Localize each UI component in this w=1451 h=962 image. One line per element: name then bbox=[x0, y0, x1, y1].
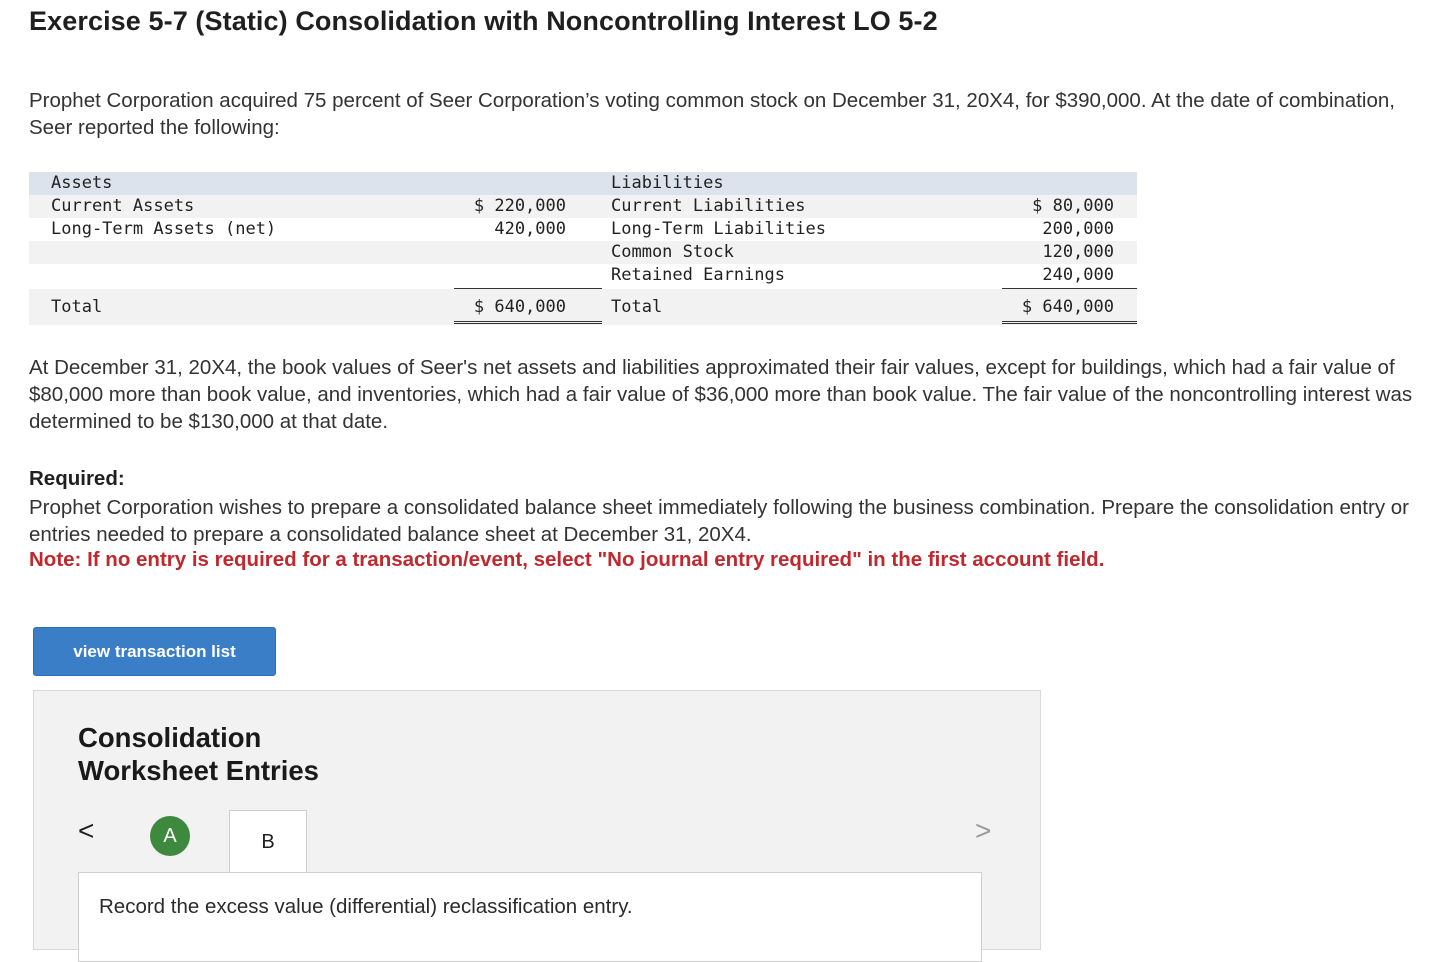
page-title: Exercise 5-7 (Static) Consolidation with Noncontrolling Interest LO 5-2 bbox=[29, 6, 938, 36]
tab-a[interactable]: A bbox=[150, 816, 190, 856]
panel-title: Consolidation Worksheet Entries bbox=[78, 722, 319, 786]
assets-total-value: $ 640,000 bbox=[473, 297, 566, 317]
liabilities-total-value: $ 640,000 bbox=[1021, 297, 1114, 317]
liabilities-total-double-rule bbox=[1002, 321, 1137, 324]
liability-label: Retained Earnings bbox=[611, 265, 785, 285]
asset-label: Long-Term Assets (net) bbox=[51, 219, 277, 239]
entry-instruction: Record the excess value (differential) reclassification entry. bbox=[99, 895, 633, 918]
liability-value: 240,000 bbox=[1042, 265, 1114, 285]
table-row bbox=[29, 264, 1137, 287]
liability-label: Long-Term Liabilities bbox=[611, 219, 826, 239]
table-row bbox=[29, 195, 1137, 218]
table-row bbox=[29, 241, 1137, 264]
entry-instruction-box bbox=[78, 872, 982, 962]
liability-value: $ 80,000 bbox=[1032, 196, 1114, 216]
liability-value: 120,000 bbox=[1042, 242, 1114, 262]
asset-value: 420,000 bbox=[494, 219, 566, 239]
assets-header: Assets bbox=[51, 173, 113, 193]
required-heading: Required: bbox=[29, 467, 125, 490]
tab-b[interactable]: B bbox=[229, 810, 307, 874]
required-paragraph: Prophet Corporation wishes to prepare a consolidated balance sheet immediately following the business combination. Prepare the consolidation entry or entries needed to prepare a consolidated balance sheet at December 31, 20X4. bbox=[29, 496, 1409, 546]
liabilities-header: Liabilities bbox=[611, 173, 724, 193]
table-row bbox=[29, 218, 1137, 241]
liability-label: Current Liabilities bbox=[611, 196, 806, 216]
table-header-row bbox=[29, 172, 1137, 195]
chevron-left-icon[interactable]: < bbox=[78, 815, 95, 846]
liability-value: 200,000 bbox=[1042, 219, 1114, 239]
asset-label: Current Assets bbox=[51, 196, 195, 216]
worksheet-entries-panel bbox=[33, 690, 1041, 950]
fair-value-paragraph: At December 31, 20X4, the book values of Seer's net assets and liabilities approximated their fair values, except for buildings, which had a fair value of $80,000 more than book value, and inventories, which had a fair value of $36,000 more than book value. The fair value of the noncontrolling interest was determined to be $130,000 at that date. bbox=[29, 356, 1413, 433]
chevron-right-icon[interactable]: > bbox=[975, 815, 992, 846]
assets-total-double-rule bbox=[454, 321, 602, 324]
liability-label: Common Stock bbox=[611, 242, 734, 262]
assets-total-label: Total bbox=[51, 297, 103, 317]
asset-value: $ 220,000 bbox=[473, 196, 566, 216]
view-transaction-list-button[interactable]: view transaction list bbox=[33, 627, 276, 676]
intro-paragraph: Prophet Corporation acquired 75 percent of Seer Corporation’s voting common stock on December 31, 20X4, for $390,000. At the date of combination, Seer reported the following: bbox=[29, 89, 1395, 139]
total-row bbox=[29, 289, 1137, 325]
note-text: Note: If no entry is required for a transaction/event, select "No journal entry required" in the first account field. bbox=[29, 548, 1105, 571]
liabilities-total-label: Total bbox=[611, 297, 663, 317]
